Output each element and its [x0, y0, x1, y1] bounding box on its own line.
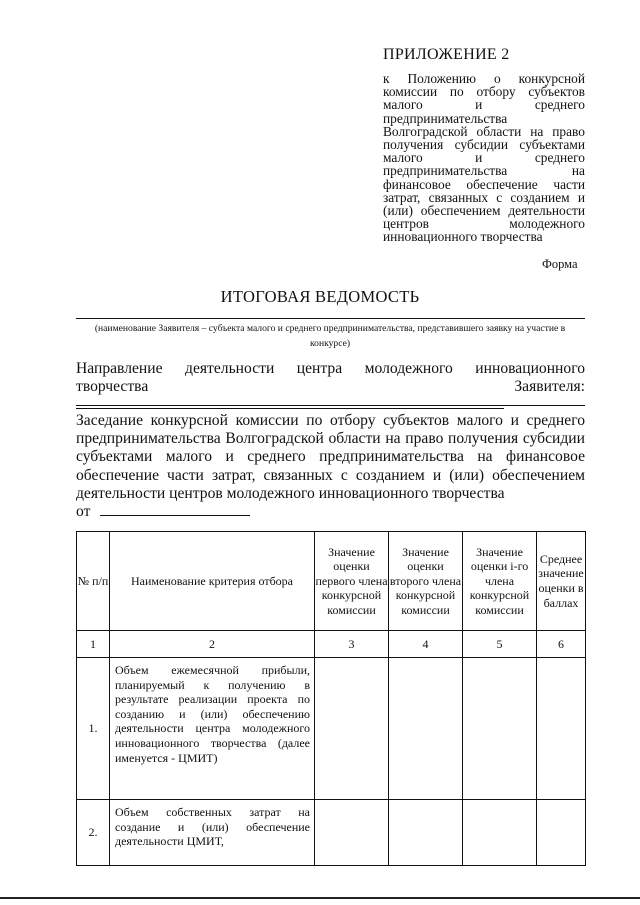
- meeting-paragraph: [76, 412, 585, 521]
- column-number: 6: [537, 631, 586, 658]
- column-number: 4: [389, 631, 463, 658]
- header-second-member: Значение оценки второго члена конкурсной комиссии: [389, 532, 463, 631]
- score-cell: [463, 658, 537, 800]
- table-header-row: [77, 532, 586, 631]
- appendix-text: к Положению о конкурсной комиссии по отбору субъектов малого и среднего предпринимательства Волгоградской области на право получения субсидии субъектами малого и среднего предпринимательства на финансовое обеспечение части затрат, связанных с созданием и (или) обеспечением деятельности центров молодежного инновационного творчества: [383, 71, 585, 245]
- header-criterion: Наименование критерия отбора: [110, 532, 315, 631]
- criterion-text: Объем собственных затрат на создание и (или) обеспечение деятельности ЦМИТ,: [110, 800, 315, 866]
- table-row: [77, 800, 586, 866]
- column-number-row: [77, 631, 586, 658]
- direction-text: Направление деятельности центра молодежного инновационного творчества Заявителя:: [76, 360, 585, 396]
- score-cell: [537, 658, 586, 800]
- score-cell: [463, 800, 537, 866]
- criteria-table: [76, 531, 586, 866]
- direction-second-line: [76, 405, 585, 406]
- score-cell: [315, 658, 389, 800]
- row-number: 1.: [77, 658, 110, 800]
- score-cell: [537, 800, 586, 866]
- header-i-member: Значение оценки i-го члена конкурсной комиссии: [463, 532, 537, 631]
- page-bottom-edge: [0, 897, 640, 899]
- column-number: 5: [463, 631, 537, 658]
- direction-fill-line: [76, 396, 504, 409]
- row-number: 2.: [77, 800, 110, 866]
- meeting-text: Заседание конкурсной комиссии по отбору субъектов малого и среднего предпринимательства Волгоградской области на право получения субсидии субъектами малого и среднего предпринимательства на финансовое обеспечение части затрат, связанных с созданием и (или) обеспечением деятельности центров молодежного инновационного творчества: [76, 412, 585, 502]
- appendix-title: ПРИЛОЖЕНИЕ 2: [383, 46, 510, 63]
- applicant-name-line: [76, 318, 585, 319]
- table-row: [77, 658, 586, 800]
- applicant-caption: (наименование Заявителя – субъекта малого и среднего предпринимательства, представившего заявку на участие в конкурсе): [94, 323, 566, 349]
- header-average: Среднее значение оценки в баллах: [537, 532, 586, 631]
- direction-paragraph: [76, 360, 585, 415]
- document-title: ИТОГОВАЯ ВЕДОМОСТЬ: [220, 287, 420, 306]
- meeting-date-line: [100, 503, 250, 516]
- score-cell: [389, 800, 463, 866]
- score-cell: [389, 658, 463, 800]
- column-number: 2: [110, 631, 315, 658]
- column-number: 3: [315, 631, 389, 658]
- header-number: № п/п: [77, 532, 110, 631]
- column-number: 1: [77, 631, 110, 658]
- score-cell: [315, 800, 389, 866]
- meeting-from: от: [76, 503, 91, 521]
- header-first-member: Значение оценки первого члена конкурсной комиссии: [315, 532, 389, 631]
- form-label: Форма: [542, 257, 578, 271]
- criterion-text: Объем ежемесячной прибыли, планируемый к получению в результате реализации проекта по созданию и (или) обеспечению деятельности центра молодежного инновационного творчества (далее именуется - ЦМИТ): [110, 658, 315, 800]
